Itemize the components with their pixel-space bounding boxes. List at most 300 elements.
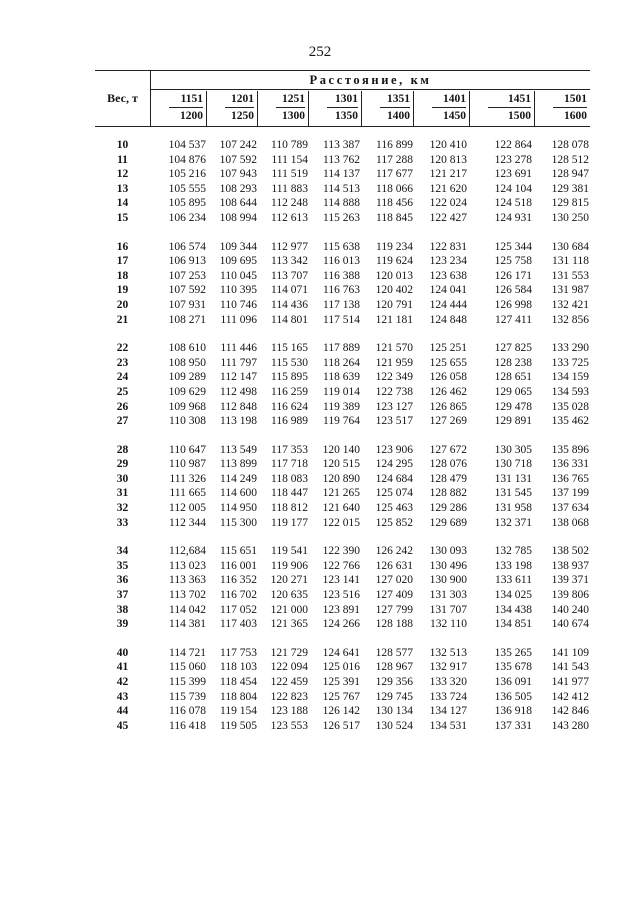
- tariff-value-cell: 123 691: [494, 168, 532, 181]
- tariff-value-cell: 125 391: [322, 676, 360, 688]
- tariff-value-cell: 113 387: [323, 139, 360, 151]
- table-row: [95, 415, 590, 430]
- tariff-value-cell: 132 371: [494, 516, 532, 529]
- tariff-value-cell: 116 001: [220, 559, 257, 572]
- tariff-value-cell: 116 763: [323, 284, 360, 297]
- tariff-value-cell: 117 052: [220, 603, 257, 616]
- weight-cell: 45: [116, 719, 129, 732]
- weight-cell: 11: [117, 153, 128, 166]
- tariff-value-cell: 121 000: [270, 603, 308, 616]
- distance-range-from: 1351: [387, 93, 410, 105]
- tariff-value-cell: 118 845: [376, 211, 413, 224]
- tariff-value-cell: 116 624: [271, 400, 308, 413]
- tariff-value-cell: 115 530: [271, 356, 308, 369]
- tariff-value-cell: 131 118: [552, 255, 589, 268]
- tariff-value-cell: 120 813: [429, 153, 467, 166]
- tariff-value-cell: 136 331: [551, 458, 589, 471]
- table-header: [95, 70, 590, 127]
- tariff-value-cell: 128 967: [375, 661, 413, 674]
- distance-range-to: 1600: [553, 107, 587, 124]
- table-row: [95, 661, 590, 676]
- weight-cell: 13: [116, 182, 129, 195]
- weight-cell: 15: [116, 211, 129, 224]
- tariff-value-cell: 118 066: [376, 182, 413, 195]
- tariff-value-cell: 130 718: [494, 458, 532, 471]
- row-group: [95, 241, 590, 329]
- tariff-value-cell: 111 883: [271, 182, 308, 195]
- tariff-value-cell: 108 994: [219, 211, 257, 224]
- tariff-value-cell: 132 785: [494, 545, 532, 558]
- tariff-value-cell: 122 349: [375, 371, 413, 384]
- weight-cell: 37: [116, 589, 129, 602]
- tariff-value-cell: 114 436: [271, 298, 308, 311]
- tariff-value-cell: 124 266: [322, 618, 360, 631]
- tariff-value-cell: 116 388: [323, 269, 360, 282]
- table-row: [95, 444, 590, 459]
- tariff-value-cell: 112 248: [271, 197, 308, 210]
- tariff-value-cell: 139 371: [551, 574, 589, 587]
- tariff-value-cell: 123 638: [429, 269, 467, 282]
- tariff-value-cell: 110 789: [271, 139, 308, 151]
- tariff-value-cell: 108 950: [168, 356, 206, 369]
- table-row: [95, 458, 590, 473]
- tariff-value-cell: 114 513: [323, 182, 360, 195]
- tariff-value-cell: 120 791: [375, 298, 413, 311]
- table-row: [95, 284, 590, 299]
- tariff-value-cell: 108 610: [168, 342, 206, 355]
- table-row: [95, 241, 590, 256]
- table-row: [95, 154, 590, 169]
- tariff-value-cell: 131 958: [494, 502, 532, 515]
- tariff-value-cell: 141 977: [551, 676, 589, 688]
- tariff-value-cell: 117 514: [323, 313, 360, 326]
- tariff-value-cell: 131 553: [551, 269, 589, 282]
- table-body: [95, 139, 590, 734]
- tariff-value-cell: 127 269: [429, 415, 467, 428]
- distance-range-to: 1500: [488, 107, 531, 124]
- weight-cell: 10: [116, 139, 129, 151]
- table-row: [95, 647, 590, 662]
- tariff-value-cell: 122 864: [494, 139, 532, 151]
- tariff-value-cell: 130 305: [494, 443, 532, 456]
- tariff-value-cell: 107 931: [168, 298, 206, 311]
- distance-column-header: [258, 91, 309, 126]
- row-group: [95, 444, 590, 532]
- table-row: [95, 183, 590, 198]
- tariff-value-cell: 140 674: [551, 618, 589, 631]
- distance-range-to: 1350: [327, 107, 358, 124]
- tariff-value-cell: 125 463: [375, 502, 413, 515]
- weight-cell: 21: [116, 313, 129, 326]
- table-row: [95, 691, 590, 706]
- distance-range-to: 1300: [276, 107, 305, 124]
- weight-cell: 35: [116, 559, 129, 572]
- tariff-value-cell: 132 856: [551, 313, 589, 326]
- tariff-value-cell: 126 142: [322, 705, 360, 718]
- tariff-value-cell: 107 592: [219, 153, 257, 166]
- tariff-value-cell: 107 253: [168, 269, 206, 282]
- tariff-value-cell: 118 639: [323, 371, 360, 384]
- tariff-value-cell: 136 918: [494, 705, 532, 718]
- table-row: [95, 589, 590, 604]
- tariff-value-cell: 133 290: [551, 342, 589, 355]
- table-row: [95, 299, 590, 314]
- tariff-value-cell: 128 188: [375, 618, 413, 631]
- tariff-value-cell: 124 518: [494, 197, 532, 210]
- tariff-value-cell: 120 410: [429, 139, 467, 151]
- tariff-value-cell: 126 631: [375, 559, 413, 572]
- tariff-value-cell: 123 188: [270, 705, 308, 718]
- tariff-value-cell: 114 249: [220, 472, 257, 485]
- tariff-value-cell: 117 138: [323, 298, 360, 311]
- row-group: [95, 342, 590, 430]
- tariff-value-cell: 124 104: [494, 182, 532, 195]
- tariff-value-cell: 128 076: [429, 458, 467, 471]
- tariff-value-cell: 113 899: [220, 458, 257, 471]
- tariff-value-cell: 127 020: [375, 574, 413, 587]
- tariff-value-cell: 128 882: [429, 487, 467, 500]
- tariff-value-cell: 129 891: [494, 415, 532, 428]
- tariff-value-cell: 127 411: [495, 313, 532, 326]
- tariff-value-cell: 126 584: [494, 284, 532, 297]
- tariff-value-cell: 131 707: [429, 603, 467, 616]
- tariff-value-cell: 112 147: [220, 371, 257, 384]
- tariff-value-cell: 128 651: [494, 371, 532, 384]
- tariff-value-cell: 120 402: [375, 284, 413, 297]
- tariff-value-cell: 105 216: [168, 168, 206, 181]
- tariff-value-cell: 129 745: [375, 690, 413, 703]
- weight-cell: 29: [116, 458, 129, 471]
- tariff-value-cell: 113 023: [169, 559, 206, 572]
- distance-column-header: [207, 91, 258, 126]
- tariff-value-cell: 137 331: [494, 719, 532, 732]
- tariff-value-cell: 115 165: [271, 342, 308, 355]
- tariff-value-cell: 125 758: [494, 255, 532, 268]
- tariff-value-cell: 138 502: [551, 545, 589, 558]
- distance-column-header: [151, 91, 207, 126]
- tariff-value-cell: 130 250: [551, 211, 589, 224]
- tariff-value-cell: 111 446: [220, 342, 257, 355]
- tariff-value-cell: 133 320: [429, 676, 467, 688]
- tariff-value-cell: 120 635: [270, 589, 308, 602]
- tariff-value-cell: 123 517: [375, 415, 413, 428]
- weight-cell: 33: [116, 516, 129, 529]
- tariff-value-cell: 109 629: [168, 385, 206, 398]
- weight-cell: 42: [116, 676, 129, 688]
- tariff-value-cell: 113 549: [220, 443, 257, 456]
- table-row: [95, 342, 590, 357]
- tariff-value-cell: 120 890: [322, 472, 360, 485]
- tariff-value-cell: 115 263: [323, 211, 360, 224]
- tariff-value-cell: 132 513: [429, 646, 467, 659]
- tariff-value-cell: 114 137: [323, 168, 360, 181]
- tariff-value-cell: 122 094: [270, 661, 308, 674]
- tariff-value-cell: 117 353: [271, 443, 308, 456]
- tariff-value-cell: 126 058: [429, 371, 467, 384]
- table-row: [95, 197, 590, 212]
- tariff-value-cell: 113 342: [271, 255, 308, 268]
- tariff-value-cell: 124 041: [429, 284, 467, 297]
- tariff-value-cell: 130 524: [375, 719, 413, 732]
- table-row: [95, 574, 590, 589]
- table-row: [95, 604, 590, 619]
- row-group: [95, 647, 590, 735]
- tariff-value-cell: 118 103: [220, 661, 257, 674]
- tariff-value-cell: 109 289: [168, 371, 206, 384]
- distance-column-header: [362, 91, 414, 126]
- tariff-value-cell: 119 177: [271, 516, 308, 529]
- tariff-value-cell: 122 015: [322, 516, 360, 529]
- tariff-value-cell: 110 395: [220, 284, 257, 297]
- tariff-value-cell: 136 091: [494, 676, 532, 688]
- table-row: [95, 502, 590, 517]
- tariff-value-cell: 113 198: [220, 415, 257, 428]
- tariff-value-cell: 111 519: [271, 168, 308, 181]
- table-row: [95, 517, 590, 532]
- tariff-value-cell: 109 695: [219, 255, 257, 268]
- tariff-value-cell: 138 068: [551, 516, 589, 529]
- tariff-value-cell: 123 891: [322, 603, 360, 616]
- tariff-value-cell: 118 454: [220, 676, 257, 688]
- tariff-value-cell: 123 127: [375, 400, 413, 413]
- tariff-value-cell: 117 677: [376, 168, 413, 181]
- tariff-value-cell: 122 831: [429, 240, 467, 253]
- tariff-value-cell: 119 389: [323, 400, 360, 413]
- tariff-value-cell: 122 390: [322, 545, 360, 558]
- weight-column-header: Вес, т: [95, 71, 151, 126]
- tariff-value-cell: 142 412: [551, 690, 589, 703]
- distance-column-header: [309, 91, 362, 126]
- tariff-value-cell: 130 684: [551, 240, 589, 253]
- tariff-value-cell: 124 931: [494, 211, 532, 224]
- tariff-value-cell: 115 399: [169, 676, 206, 688]
- tariff-value-cell: 135 462: [551, 415, 589, 428]
- table-row: [95, 560, 590, 575]
- tariff-value-cell: 133 611: [495, 574, 532, 587]
- tariff-value-cell: 121 570: [375, 342, 413, 355]
- distance-column-header: [470, 91, 535, 126]
- tariff-value-cell: 134 851: [494, 618, 532, 631]
- tariff-value-cell: 134 025: [494, 589, 532, 602]
- tariff-value-cell: 116 989: [271, 415, 308, 428]
- tariff-value-cell: 142 846: [551, 705, 589, 718]
- weight-cell: 31: [116, 487, 129, 500]
- tariff-value-cell: 140 240: [551, 603, 589, 616]
- page-number: 252: [308, 44, 332, 60]
- tariff-value-cell: 137 199: [551, 487, 589, 500]
- tariff-value-cell: 111 154: [271, 153, 308, 166]
- table-row: [95, 545, 590, 560]
- tariff-value-cell: 132 917: [429, 661, 467, 674]
- distance-range-to: 1200: [169, 107, 203, 124]
- weight-cell: 14: [116, 197, 129, 210]
- tariff-value-cell: 116 352: [220, 574, 257, 587]
- distance-range-to: 1400: [380, 107, 410, 124]
- tariff-value-cell: 129 815: [551, 197, 589, 210]
- distance-range-to: 1250: [225, 107, 254, 124]
- tariff-value-cell: 143 280: [551, 719, 589, 732]
- tariff-value-cell: 121 959: [375, 356, 413, 369]
- tariff-value-cell: 106 234: [168, 211, 206, 224]
- tariff-value-cell: 109 968: [168, 400, 206, 413]
- tariff-value-cell: 124 684: [375, 472, 413, 485]
- tariff-value-cell: 136 505: [494, 690, 532, 703]
- table-row: [95, 487, 590, 502]
- tariff-value-cell: 138 937: [551, 559, 589, 572]
- tariff-value-cell: 131 545: [494, 487, 532, 500]
- weight-cell: 12: [116, 168, 129, 181]
- tariff-value-cell: 126 998: [494, 298, 532, 311]
- tariff-value-cell: 116 899: [376, 139, 413, 151]
- tariff-value-cell: 112 977: [271, 240, 308, 253]
- tariff-value-cell: 131 131: [494, 472, 532, 485]
- distance-column-header: [535, 91, 590, 126]
- tariff-table: [95, 70, 590, 734]
- tariff-value-cell: 117 753: [220, 646, 257, 659]
- tariff-value-cell: 110 746: [220, 298, 257, 311]
- tariff-value-cell: 126 517: [322, 719, 360, 732]
- tariff-value-cell: 132 110: [430, 618, 467, 631]
- table-row: [95, 401, 590, 416]
- weight-cell: 32: [116, 502, 129, 515]
- tariff-value-cell: 104 876: [168, 153, 206, 166]
- tariff-value-cell: 125 074: [375, 487, 413, 500]
- tariff-value-cell: 124 444: [429, 298, 467, 311]
- row-group: [95, 139, 590, 227]
- tariff-value-cell: 112 005: [169, 502, 206, 515]
- tariff-value-cell: 136 765: [551, 472, 589, 485]
- tariff-value-cell: 130 900: [429, 574, 467, 587]
- weight-cell: 39: [116, 618, 129, 631]
- weight-cell: 36: [116, 574, 129, 587]
- tariff-value-cell: 128 577: [375, 646, 413, 659]
- tariff-value-cell: 115 651: [220, 545, 257, 558]
- tariff-value-cell: 114 721: [169, 646, 206, 659]
- table-row: [95, 314, 590, 329]
- tariff-value-cell: 114 801: [271, 313, 308, 326]
- table-row: [95, 255, 590, 270]
- tariff-value-cell: 133 724: [429, 690, 467, 703]
- tariff-value-cell: 115 895: [271, 371, 308, 384]
- tariff-value-cell: 113 702: [169, 589, 206, 602]
- tariff-value-cell: 131 303: [429, 589, 467, 602]
- tariff-value-cell: 126 242: [375, 545, 413, 558]
- tariff-value-cell: 116 702: [220, 589, 257, 602]
- tariff-value-cell: 127 799: [375, 603, 413, 616]
- tariff-value-cell: 104 537: [168, 139, 206, 151]
- tariff-value-cell: 127 409: [375, 589, 413, 602]
- tariff-value-cell: 122 766: [322, 559, 360, 572]
- tariff-value-cell: 125 251: [429, 342, 467, 355]
- tariff-value-cell: 122 738: [375, 385, 413, 398]
- weight-cell: 16: [116, 240, 129, 253]
- tariff-value-cell: 115 060: [169, 661, 206, 674]
- table-row: [95, 676, 590, 691]
- tariff-value-cell: 116 013: [323, 255, 360, 268]
- tariff-value-cell: 134 438: [494, 603, 532, 616]
- tariff-value-cell: 134 127: [429, 705, 467, 718]
- tariff-value-cell: 111 665: [169, 487, 206, 500]
- table-row: [95, 473, 590, 488]
- table-row: [95, 270, 590, 285]
- tariff-value-cell: 113 363: [169, 574, 206, 587]
- tariff-value-cell: 118 812: [271, 502, 308, 515]
- tariff-value-cell: 116 078: [169, 705, 206, 718]
- distance-range-from: 1501: [564, 93, 587, 105]
- tariff-value-cell: 127 825: [494, 342, 532, 355]
- weight-cell: 40: [116, 646, 129, 659]
- table-row: [95, 705, 590, 720]
- tariff-value-cell: 129 689: [429, 516, 467, 529]
- tariff-value-cell: 119 764: [323, 415, 360, 428]
- tariff-value-cell: 112 498: [220, 385, 257, 398]
- tariff-value-cell: 128 238: [494, 356, 532, 369]
- table-row: [95, 357, 590, 372]
- tariff-value-cell: 106 574: [168, 240, 206, 253]
- tariff-value-cell: 123 234: [429, 255, 467, 268]
- tariff-value-cell: 116 418: [169, 719, 206, 732]
- tariff-value-cell: 115 739: [169, 690, 206, 703]
- tariff-value-cell: 129 065: [494, 385, 532, 398]
- tariff-value-cell: 120 515: [322, 458, 360, 471]
- weight-cell: 19: [116, 284, 129, 297]
- tariff-value-cell: 122 024: [429, 197, 467, 210]
- tariff-value-cell: 114 950: [220, 502, 257, 515]
- tariff-value-cell: 121 181: [375, 313, 413, 326]
- tariff-value-cell: 129 356: [375, 676, 413, 688]
- tariff-value-cell: 118 456: [376, 197, 413, 210]
- weight-cell: 43: [116, 690, 129, 703]
- tariff-value-cell: 131 987: [551, 284, 589, 297]
- distance-range-from: 1301: [335, 93, 358, 105]
- distance-header: Расстояние, км: [151, 73, 590, 90]
- tariff-value-cell: 121 365: [270, 618, 308, 631]
- tariff-value-cell: 134 531: [429, 719, 467, 732]
- tariff-value-cell: 123 553: [270, 719, 308, 732]
- table-row: [95, 720, 590, 735]
- weight-cell: 20: [116, 298, 129, 311]
- tariff-value-cell: 123 141: [322, 574, 360, 587]
- tariff-value-cell: 135 028: [551, 400, 589, 413]
- tariff-value-cell: 123 278: [494, 153, 532, 166]
- tariff-value-cell: 130 496: [429, 559, 467, 572]
- tariff-value-cell: 121 729: [270, 646, 308, 659]
- tariff-value-cell: 117 288: [376, 153, 413, 166]
- table-row: [95, 371, 590, 386]
- tariff-value-cell: 124 295: [375, 458, 413, 471]
- tariff-value-cell: 115 638: [323, 240, 360, 253]
- tariff-value-cell: 114 600: [220, 487, 257, 500]
- tariff-value-cell: 117 718: [271, 458, 308, 471]
- tariff-value-cell: 139 806: [551, 589, 589, 602]
- distance-range-to: 1450: [432, 107, 466, 124]
- tariff-value-cell: 121 217: [429, 168, 467, 181]
- tariff-value-cell: 128 479: [429, 472, 467, 485]
- tariff-value-cell: 110 987: [169, 458, 206, 471]
- tariff-value-cell: 117 889: [323, 342, 360, 355]
- tariff-value-cell: 118 264: [323, 356, 360, 369]
- tariff-value-cell: 114 071: [271, 284, 308, 297]
- tariff-value-cell: 119 505: [220, 719, 257, 732]
- weight-cell: 17: [116, 255, 129, 268]
- weight-cell: 30: [116, 472, 129, 485]
- table-row: [95, 618, 590, 633]
- tariff-value-cell: 124 641: [322, 646, 360, 659]
- tariff-value-cell: 114 888: [323, 197, 360, 210]
- table-row: [95, 386, 590, 401]
- tariff-value-cell: 120 140: [322, 443, 360, 456]
- row-group: [95, 545, 590, 633]
